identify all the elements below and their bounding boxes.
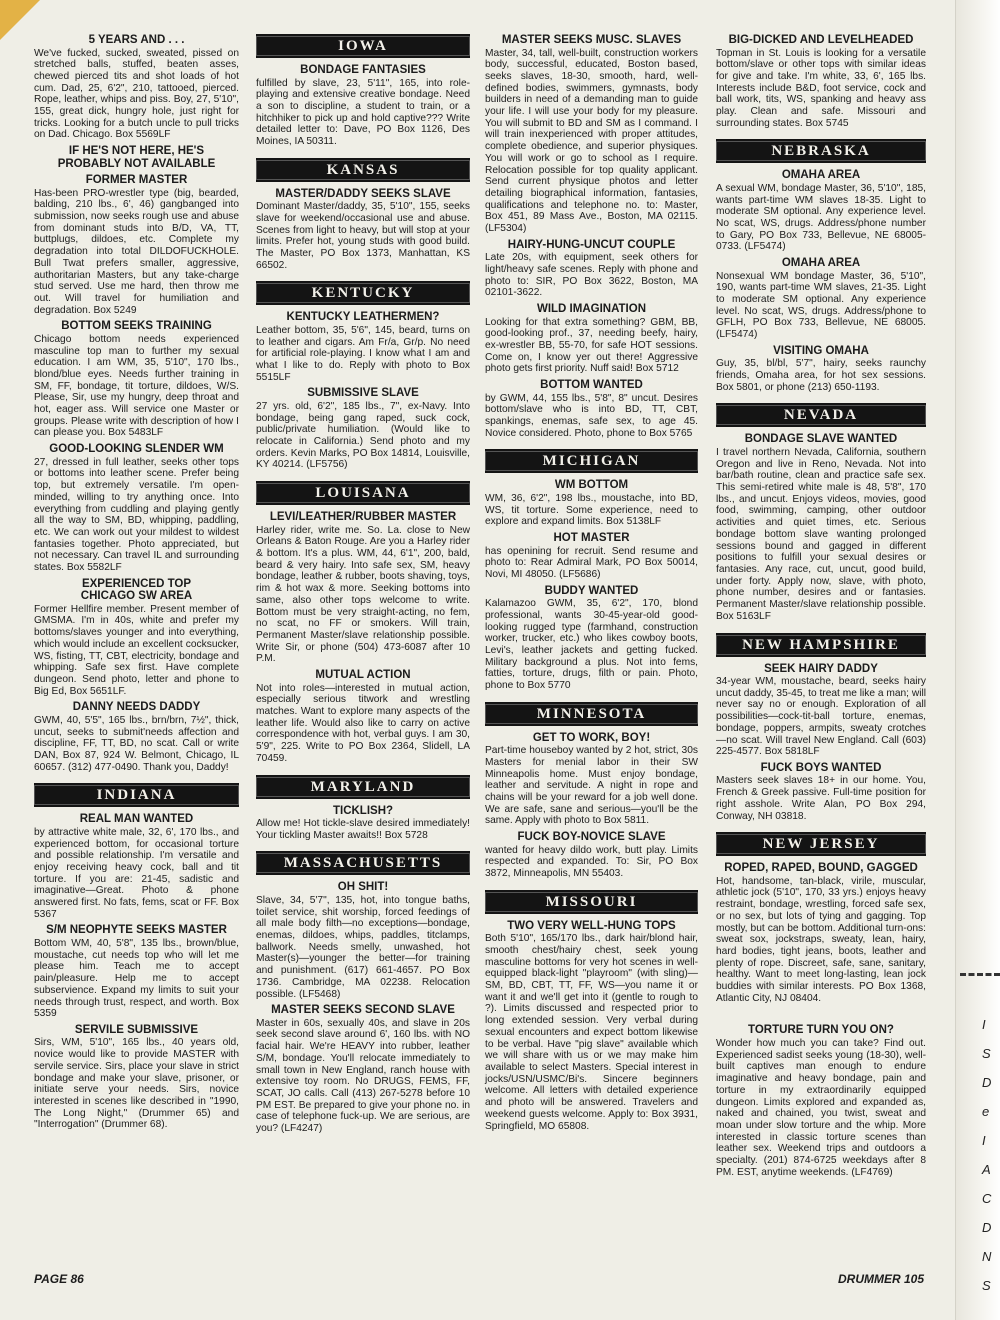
ad-headline: BUDDY WANTED xyxy=(544,584,639,597)
ad-headline: KENTUCKY LEATHERMEN? xyxy=(286,311,440,324)
classified-ad xyxy=(716,345,926,394)
ad-headline: OMAHA AREA xyxy=(781,169,861,182)
ad-text: Master in 60s, sexually 40s, and slave in 20s seek second slave around 6', 160 lbs. with NO facial hair. We're HEAVY into rubber, leather S/M, bondage. You'll relocate immediately to small town in New England, ranch house with extensive toy room. No DRUGS, FEMS, FF, SCAT, JO calls. Call (413) 267-5278 before 10 PM EST. Be prepared to give your phone no. in case of telephone fuck-up. We are serious, are you? (LF4247) xyxy=(256,1017,470,1135)
facing-page-letter: e xyxy=(982,1104,990,1119)
ad-headline: OH SHIT! xyxy=(337,881,389,894)
state-section-banner: NEW JERSEY xyxy=(716,832,926,856)
facing-page-letter: I xyxy=(982,1017,986,1032)
ad-headline: TICKLISH? xyxy=(332,804,394,817)
state-section-banner: MINNESOTA xyxy=(485,702,698,726)
ad-text: Master, 34, tall, well-built, construction workers body, successful, educated, Boston based, seeks slaves, 18-30, smooth, hard, well-defined bodies, swimmers, gymnasts, body builders in need of a demanding man to guide your life. I will use your body for my pleasure. You will submit to BD and SM as I command. I will train inexperienced with proper attitudes, complete obedience, and superior physiques. You will work or go to school as I require. Relocation possible for top quality applicant. Send current physique photos and letter detailing biographical information, fantasies, qualifications and telephone no. to: Master, Box 451, 89 Mass Ave., Boston, MA 02115. (LF5304) xyxy=(485,47,698,235)
classified-ad xyxy=(716,862,926,1004)
ad-text: fulfilled by slave, 23, 5'11", 165, into role-playing and extensive creative bondage. Need a son to discipline, a student to train, or a hitchhiker to pick up and hold captive??? Write detailed letter to: Dave, PO Box 1126, Des Moines, IA 50311. xyxy=(256,77,470,148)
classifieds-column-2 xyxy=(256,34,470,1139)
ad-headline: HOT MASTER xyxy=(553,532,630,544)
state-section-banner: KENTUCKY xyxy=(256,281,470,305)
classified-ad xyxy=(485,831,698,880)
ad-text: Topman in St. Louis is looking for a versatile bottom/slave or other tops with similar ideas for give and take. I'm white, 33, 6', 165 lbs. Interests include B&D, foot service, cock and ball work, tits, WS, spanking and heavy ass play. Clean and safe. Missouri and surrounding states. Box 5745 xyxy=(716,47,926,129)
ad-headline: FUCK BOY-NOVICE SLAVE xyxy=(517,831,666,844)
classified-ad xyxy=(256,805,470,842)
classified-ad xyxy=(34,578,239,698)
facing-page-letter: N xyxy=(982,1249,992,1264)
ad-headline: MASTER/DADDY SEEKS SLAVE xyxy=(275,187,451,200)
ad-headline: DANNY NEEDS DADDY xyxy=(72,701,201,714)
classified-ad xyxy=(34,145,239,170)
classified-ad xyxy=(485,732,698,827)
column-spacer xyxy=(716,1008,926,1024)
ad-headline: GOOD-LOOKING SLENDER WM xyxy=(49,443,224,456)
ad-headline: VISITING OMAHA xyxy=(773,344,869,357)
classified-ad xyxy=(716,1024,926,1178)
classified-ad xyxy=(34,701,239,773)
ad-text: wanted for heavy dildo work, butt play. Limits respected and expanded. To: Sir, PO Box 3872, Minneapolis, MN 55403. xyxy=(485,844,698,880)
ad-text: Masters seek slaves 18+ in our home. You, French & Greek passive. Full-time position for right asshole. Write Alan, PO Box 294, Conway, NH 03818. xyxy=(716,775,926,822)
ad-text: Not into roles—interested in mutual action, especially serious titwork and wrestling matches. Want to explore many aspects of the leather life. Would also like to carry on active correspondence with hot, verbal guys. I am 30, 5'9", 225. Write to PO Box 2364, Slidell, LA 70459. xyxy=(256,682,470,764)
ad-headline: SUBMISSIVE SLAVE xyxy=(307,387,419,400)
ad-headline: HAIRY-HUNG-UNCUT COUPLE xyxy=(507,238,676,251)
ad-headline: BONDAGE FANTASIES xyxy=(300,64,426,76)
classified-ad xyxy=(34,1024,239,1131)
classified-ad xyxy=(716,663,926,758)
ad-text: Hot, handsome, tan-black, virile, muscular, athletic jock (5'10", 170, 33 yrs.) enjoys heavy restraint, bondage, wrestling, forced safe sex, or no sex, but lots of tying and gagging. Top mostly, but can be bottom. Additional turn-ons: sweat sox, jockstraps, sweaty, lean, hairy, hard bodies, tight jeans, boots, leather and plenty of rope. Discreet, safe, sane, sanitary, healthy. Want to meet long-lasting, lean jock buddies with similar interests. PO Box 1368, Atlantic City, NJ 08404. xyxy=(716,875,926,1004)
classified-ad xyxy=(485,920,698,1132)
state-section-banner: KANSAS xyxy=(256,158,470,182)
ad-text: Harley rider, write me. So. La. close to New Orleans & Baton Rouge. Are you a Harley rider & bottom. It's a plus. WM, 44, 6'1", 200, bald, beard & very hairy. Into safe sex, SM, heavy bondage, leather & rubber, boots shaving, toys, rim & hot wax & more. Seeking bottoms into same, also other tops welcome to write. Bottom must be very straight-acting, no fem, no scat, no FF or smokers. Will train, Permanent Master/slave relationship possible. Write Sir, or phone (504) 473-6087 after 10 P.M. xyxy=(256,524,470,665)
ad-text: Leather bottom, 35, 5'6", 145, beard, turns on to leather and cigars. Am Fr/a, Gr/p. No need for artificial role-playing. I know what I am and what I like to do. Reply with photo to Box 5515LF xyxy=(256,324,470,383)
ad-headline: EXPERIENCED TOP CHICAGO SW AREA xyxy=(80,577,193,603)
state-section-banner: MASSACHUSETTS xyxy=(256,851,470,875)
classified-ad xyxy=(256,64,470,148)
ad-text: WM, 36, 6'2", 198 lbs., moustache, into BD, WS, tit torture. Some experience, need to explore and expand limits. Box 5138LF xyxy=(485,492,698,528)
classifieds-column-1 xyxy=(34,34,239,1135)
state-section-banner: NEVADA xyxy=(716,403,926,427)
classified-ad xyxy=(34,443,239,574)
ad-headline: MASTER SEEKS SECOND SLAVE xyxy=(271,1004,455,1017)
ad-headline: SEEK HAIRY DADDY xyxy=(764,662,878,675)
classifieds-column-4 xyxy=(716,34,926,1182)
classified-ad xyxy=(256,311,470,383)
ad-headline: BOTTOM WANTED xyxy=(540,379,643,392)
ad-text: has openining for recruit. Send resume and photo to: Rear Admiral Mark, PO Box 50014, Novi, MI 48050. (LF5686) xyxy=(485,545,698,580)
ad-headline: BONDAGE SLAVE WANTED xyxy=(744,433,898,446)
ad-text: Chicago bottom needs experienced masculine top man to further my sexual education. I am WM, 35, 5'10", 170 lbs., blond/blue eyes. Needs further training in SM, FF, bondage, tit torture, dildoes, W/S. Please, Sir, use my hungry, deep throat and hot, eager ass. Will service one Master or groups. Please write with description of how I can please you. Box 5483LF xyxy=(34,333,239,439)
classified-ad xyxy=(485,303,698,375)
facing-page-letter: I xyxy=(982,1133,986,1148)
ad-headline: ROPED, RAPED, BOUND, GAGGED xyxy=(724,862,918,875)
ad-text: Part-time houseboy wanted by 2 hot, strict, 30s Masters for menial labor in their SW Minneapolis home. Must enjoy bondage, leather and servitude. A night in rope and chains will be your reward for a job well done. We are safe, sane and serious—you'll be the same. Apply with photo to Box 5811. xyxy=(485,745,698,827)
state-section-banner: NEBRASKA xyxy=(716,139,926,163)
ad-headline: WILD IMAGINATION xyxy=(536,303,647,316)
ad-headline: MASTER SEEKS MUSC. SLAVES xyxy=(501,34,682,46)
classified-ad xyxy=(485,479,698,528)
ad-text: Late 20s, with equipment, seek others for light/heavy safe scenes. Reply with phone and photo to: SIR, PO Box 3622, Boston, MA 02101-3622. xyxy=(485,252,698,299)
classified-ad xyxy=(485,239,698,299)
ad-text: Former Hellfire member. Present member of GMSMA. I'm in 40s, white and prefer my bottoms/slaves younger and into everything, which would include an excellent cocksucker, WS, fisting, TT, CBT, electricity, bondage and whipping. Safe sex first. Have complete dungeon. Send photo, letter and phone to Big Ed, Box 5651LF. xyxy=(34,603,239,697)
classified-ad xyxy=(34,34,239,141)
ad-text: 27 yrs. old, 6'2", 185 lbs., 7", ex-Navy. Into bondage, being gang raped, suck cock, public/private humiliation. (Would like to relocate in California.) Send photo and my orders. Kevin Marks, PO Box 14814, Louisville, KY 40214. (LF5756) xyxy=(256,400,470,471)
ad-headline: FUCK BOYS WANTED xyxy=(760,761,882,774)
classified-ad xyxy=(256,511,470,665)
ad-text: Nonsexual WM bondage Master, 36, 5'10", 190, wants part-time WM slaves, 21-35. Light to moderate SM optional. Any experience level. No scat, WS, drugs. Address/phone to GFLH, PO Box 733, Bellevue, NE 68005. (LF5474) xyxy=(716,270,926,341)
classified-ad xyxy=(485,34,698,235)
classified-ad xyxy=(256,1004,470,1135)
classified-ad xyxy=(256,669,470,764)
ad-headline: IF HE'S NOT HERE, HE'S PROBABLY NOT AVAILABLE xyxy=(57,145,216,170)
ad-text: Dominant Master/daddy, 35, 5'10", 155, seeks slave for weekend/occasional use and abuse. Scenes from light to heavy, but will stop at your limits. Prefer hot, young studs with good build. The Master, PO Box 1373, Manhattan, KS 66502. xyxy=(256,201,470,271)
classified-ad xyxy=(34,924,239,1019)
classified-ad xyxy=(716,762,926,822)
state-section-banner: MARYLAND xyxy=(256,775,470,799)
state-section-banner: MICHIGAN xyxy=(485,449,698,473)
ad-text: Slave, 34, 5'7", 135, hot, into tongue baths, toilet service, shit worship, forced feedings of all male body filth—no exceptions—bondage, enemas, dildoes, whips, paddles, titclamps, ballwork. Needs smelly, unwashed, hot Master(s)—younger the better—for training and punishment. (617) 661-4657. PO Box 1736. Cambridge, MA 02238. Relocation possible. (LF5468) xyxy=(256,894,470,1000)
ad-headline: WM BOTTOM xyxy=(554,479,629,492)
ad-text: Both 5'10", 165/170 lbs., dark hair/blond hair, smooth chest/hairy chest, seek young masculine bottoms for very hot scenes in well-equipped black-light "playroom" (with sling)—SM, BD, CBT, TT, FF, WS—you name it or want it and we'll get into it (gentle to rough to ?). Limits discussed and respected prior to long extended session. Very verbal during sexual encounters and expect bottom likewise to be verbal. Have "pig slave" available which we will share with us or we may make him available to select Masters. Special interest in jocks/USN/USMC/Bi's. Sincere beginners welcome. All letters with detailed experience and photo will be answered. Travelers and weekend guests welcome. Apply to: Box 3931, Springfield, MO 65808. xyxy=(485,933,698,1132)
ad-headline: MUTUAL ACTION xyxy=(315,669,411,682)
classified-ad xyxy=(256,188,470,272)
facing-page-dash-rule xyxy=(960,973,1000,976)
state-section-banner: INDIANA xyxy=(34,783,239,807)
ad-text: Looking for that extra something? GBM, BB, good-looking prof., 37, needing beefy, hairy, ex-wrestler BB, 55-70, for safe HOT sessions. Come on, I know yer out there! Aggressive photo gets first priority. Nuff said! Box 5712 xyxy=(485,316,698,375)
classified-ad xyxy=(716,257,926,341)
ad-text: 27, dressed in full leather, seeks other tops or bottoms into leather scene. Prefer being top, but extremely versatile. I'm open-minded, willing to try anything once. Into everything from cuddling and playing gently all the way to SM, BD, whipping, paddling, etc. We can work out your mildest to wildest fantasies together. Photo appreciated, but not necessary. Can travel IL and surrounding states. Box 5582LF xyxy=(34,456,239,574)
classified-ad xyxy=(256,387,470,471)
classified-ad xyxy=(34,813,239,920)
ad-headline: OMAHA AREA xyxy=(781,257,861,270)
facing-page-letters xyxy=(982,1010,1000,1300)
facing-page-letter: D xyxy=(982,1220,992,1235)
ad-text: A sexual WM, bondage Master, 36, 5'10", 185, wants part-time WM slaves 18-35. Light to moderate SM optional. Any experience level. No scat, WS, drugs. Address/phone number to Gary, PO Box 733, Bellevue, NE 68005-0733. (LF5474) xyxy=(716,182,926,253)
facing-page-letter: S xyxy=(982,1046,991,1061)
ad-headline: S/M NEOPHYTE SEEKS MASTER xyxy=(46,924,227,937)
ad-text: Guy, 35, bl/bl, 5'7", hairy, seeks raunchy friends, Omaha area, for hot sex sessions. Box 5801, or phone (213) 650-1193. xyxy=(716,358,926,393)
state-section-banner: LOUISANA xyxy=(256,481,470,505)
classified-ad xyxy=(256,881,470,1000)
ad-text: Wonder how much you can take? Find out. Experienced sadist seeks young (18-30), well-built captives man enough to endure imaginative and heavy bondage, pain and torture in my extraordinarily equipped dungeon. Limits explored and expanded as, naked and chained, you twist, sweat and moan under slow torture and the whip. More interested in classic torture scenes than leather sex. Weekend trips and outdoors a specialty. (201) 874-6725 weekdays after 8 PM. EST, anytime weekends. (LF4769) xyxy=(716,1037,926,1178)
ad-text: by attractive white male, 32, 6', 170 lbs., and experienced bottom, for occasional torture and possible relationship. I'm versatile and enjoy receiving heavy cock, ball and tit torture. If you are: 21-45, sadistic and imaginative—Great. Photo & phone answered first. No fats, fems, scat or FF. Box 5367 xyxy=(34,826,239,920)
ad-text: Allow me! Hot tickle-slave desired immediately! Your tickling Master awaits!! Box 5728 xyxy=(256,818,470,841)
state-section-banner: MISSOURI xyxy=(485,890,698,914)
ad-text: 34-year WM, moustache, beard, seeks hairy uncut daddy, 35-45, to treat me like a man; will never say no or enough. Exploration of all possibilities—cock-tit-ball torture, enemas, bondage, poppers, armpits, sweaty crotches—no scat. Will travel New England. Call (603) 225-4577. Box 5818LF xyxy=(716,676,926,758)
ad-headline: BOTTOM SEEKS TRAINING xyxy=(61,320,212,333)
facing-page-letter: S xyxy=(982,1278,991,1293)
facing-page-letter: C xyxy=(982,1191,992,1206)
classified-ad xyxy=(716,169,926,253)
classifieds-column-3 xyxy=(485,34,698,1136)
ad-text: GWM, 40, 5'5", 165 lbs., brn/brn, 7½", thick, uncut, seeks to submit'needs affection and discipline, FF, TT, BD, no scat. Call or write DAN, Box 87, 924 W. Belmont, Chicago, IL 60657. (312) 477-0490. Thank you, Daddy! xyxy=(34,714,239,773)
facing-page-letter: A xyxy=(982,1162,991,1177)
ad-text: Sirs, WM, 5'10", 165 lbs., 40 years old, novice would like to provide MASTER with servile service. Sirs, place your slave in strict bondage and make your slave, prisoner, or initiate serve your needs. Sirs, novice interested in scenes like described in "1990, The Long Night," (Drummer 65) and "Interrogation" (Drummer 68). xyxy=(34,1037,239,1131)
ad-headline: TORTURE TURN YOU ON? xyxy=(748,1024,894,1037)
ad-headline: GET TO WORK, BOY! xyxy=(532,731,651,744)
facing-page-letter: D xyxy=(982,1075,992,1090)
ad-text: I travel northern Nevada, California, southern Oregon and live in Reno, Nevada. Not into bar/bath routine, clean and practice safe sex. This semi-retired white male is 48, 5'8", 170 lbs., and uncut. Enjoys videos, movies, good food, swimming, camping, other outdoor activities and quiet times, etc. Serious bondage bottom slave wanting prolonged sessions bound and gagged in different positions to fulfill your sexual desires or fantasies. Any race, cut, uncut, good build, under forty. Apply now, slave, with photo, phone number, desires and or fantasies. Permanent Master/slave relationship possible. Box 5163LF xyxy=(716,446,926,622)
ad-headline: TWO VERY WELL-HUNG TOPS xyxy=(507,919,676,932)
state-section-banner: IOWA xyxy=(256,34,470,58)
classified-ad xyxy=(34,320,239,439)
classified-ad xyxy=(485,585,698,692)
ad-headline: LEVI/LEATHER/RUBBER MASTER xyxy=(269,511,457,524)
classified-ad xyxy=(716,34,926,129)
ad-headline: SERVILE SUBMISSIVE xyxy=(74,1023,199,1036)
classified-ad xyxy=(485,379,698,439)
ad-headline: REAL MAN WANTED xyxy=(79,813,194,826)
ad-headline: FORMER MASTER xyxy=(85,174,188,187)
classified-ad xyxy=(34,174,239,316)
ad-headline: 5 YEARS AND . . . xyxy=(88,34,185,46)
publication-footer: DRUMMER 105 xyxy=(838,1272,925,1286)
ad-text: Has-been PRO-wrestler type (big, bearded, balding, 210 lbs., 6', 46) gangbanged into submission, now seeks rough use and abuse from dominant studs into B/D, VA, TT, buttplugs, dildoes, etc. Complete my degradation into total DILDOFUCKHOLE. Bull Twat prefers smaller, aggressive, authoritarian Masters, but any take-charge stud served. Use me hard, then throw me out. Will travel for humiliation and degradation. Box 5249 xyxy=(34,187,239,316)
ad-text: Bottom WM, 40, 5'8", 135 lbs., brown/blue, moustache, cut needs top who will let me please him. Teach me to accept pain/pleasure. Help me to accept subservience. Expand my limits to suit your needs through trust, respect, and worth. Box 5359 xyxy=(34,937,239,1020)
ad-headline: BIG-DICKED AND LEVELHEADED xyxy=(728,34,914,46)
ad-text: by GWM, 44, 155 lbs., 5'8", 8" uncut. Desires bottom/slave who is into BD, TT, CBT, spankings, enemas, safe sex, to age 45. Novice considered. Photo, phone to Box 5765 xyxy=(485,392,698,439)
ad-text: Kalamazoo GWM, 35, 6'2", 170, blond professional, wants 30-45-year-old good-looking rugged type (farmhand, construction worker, trucker, etc.) who likes cowboy boots, Levi's, leather jackets and getting fucked. Military background a plus. Not into fems, fatties, torture, drugs, filth or pain. Photo, phone to Box 5770 xyxy=(485,598,698,692)
classified-ad xyxy=(716,433,926,622)
ad-text: We've fucked, sucked, sweated, pissed on stretched balls, stuffed, beaten asses, chewed pierced tits and shot loads of hot cum. Dad, 25, 6'2", 210, tattooed, pierced. Rope, leather, whips and piss. Boy, 27, 5'10", 155, great dick, hungry hole, just right for tricks. Looking for a butch uncle to pull tricks on Dad. Chicago. Box 5569LF xyxy=(34,47,239,141)
page-number: PAGE 86 xyxy=(34,1272,84,1286)
classified-ad xyxy=(485,532,698,581)
state-section-banner: NEW HAMPSHIRE xyxy=(716,633,926,657)
